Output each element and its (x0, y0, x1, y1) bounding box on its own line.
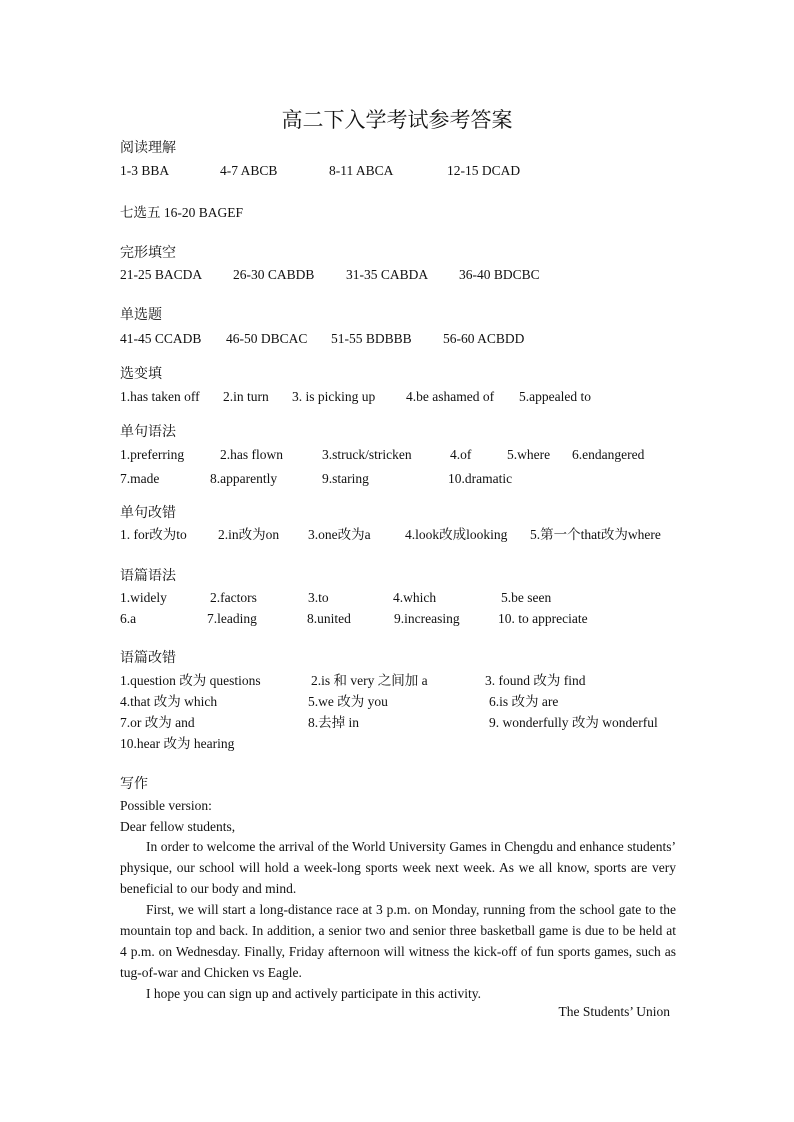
passage-correction-answer-8: 8.去掉 in (308, 715, 360, 730)
possible-version-label: Possible version: (120, 798, 212, 813)
fill-change-answer-2: 2.in turn (223, 389, 269, 404)
reading-answer-2: 4-7 ABCB (220, 163, 278, 178)
passage-correction-answer-3: 3. found 改为 find (485, 673, 586, 688)
sentence-correction-answer-1: 1. for改为to (120, 527, 187, 542)
passage-grammar-answer-7: 7.leading (207, 611, 257, 626)
passage-grammar-answer-8: 8.united (307, 611, 351, 626)
seven-choose-five: 七选五 16-20 BAGEF (120, 205, 244, 220)
single-choice-heading: 单选题 (120, 308, 162, 323)
reading-answer-4: 12-15 DCAD (447, 163, 521, 178)
fill-change-answer-5: 5.appealed to (519, 389, 591, 404)
passage-correction-answer-6: 6.is 改为 are (489, 694, 559, 709)
sentence-grammar-answer-4: 4.of (450, 447, 472, 462)
page-title: 高二下入学考试参考答案 (281, 108, 513, 132)
fill-change-answer-4: 4.be ashamed of (406, 389, 495, 404)
passage-grammar-heading: 语篇语法 (120, 569, 176, 584)
passage-correction-answer-5: 5.we 改为 you (308, 694, 388, 709)
cloze-answer-2: 26-30 CABDB (233, 267, 315, 282)
cloze-answer-4: 36-40 BDCBC (459, 267, 540, 282)
sentence-correction-answer-5: 5.第一个that改为where (530, 527, 661, 542)
single-choice-answer-4: 56-60 ACBDD (443, 331, 525, 346)
letter-paragraph-3: I hope you can sign up and actively participate in this activity. (146, 986, 482, 1001)
passage-correction-answer-10: 10.hear 改为 hearing (120, 736, 235, 751)
passage-grammar-answer-10: 10. to appreciate (498, 611, 588, 626)
passage-correction-answer-2: 2.is 和 very 之间加 a (311, 673, 428, 688)
fill-change-heading: 选变填 (120, 367, 162, 382)
sentence-grammar-heading: 单句语法 (120, 425, 176, 440)
passage-correction-heading: 语篇改错 (120, 651, 176, 666)
passage-correction-answer-4: 4.that 改为 which (120, 694, 218, 709)
sentence-correction-answer-3: 3.one改为a (308, 527, 371, 542)
reading-heading: 阅读理解 (120, 141, 176, 156)
sentence-grammar-answer-10: 10.dramatic (448, 471, 513, 486)
cloze-heading: 完形填空 (120, 246, 176, 261)
passage-correction-answer-7: 7.or 改为 and (120, 715, 195, 730)
sentence-grammar-answer-5: 5.where (507, 447, 551, 462)
single-choice-answer-2: 46-50 DBCAC (226, 331, 308, 346)
cloze-answer-1: 21-25 BACDA (120, 267, 203, 282)
sentence-grammar-answer-2: 2.has flown (220, 447, 283, 462)
passage-grammar-answer-2: 2.factors (210, 590, 257, 605)
single-choice-answer-1: 41-45 CCADB (120, 331, 202, 346)
letter-signature: The Students’ Union (558, 1004, 670, 1019)
passage-grammar-answer-5: 5.be seen (501, 590, 552, 605)
sentence-grammar-answer-3: 3.struck/stricken (322, 447, 412, 462)
sentence-grammar-answer-1: 1.preferring (120, 447, 185, 462)
reading-answer-1: 1-3 BBA (120, 163, 170, 178)
letter-paragraph-1: In order to welcome the arrival of the World University Games in Chengdu and enhance students’ physique, our school will hold a week-long sports week next week. As we all know, sports are very beneficial to our body and mind. (120, 839, 676, 896)
reading-answer-3: 8-11 ABCA (329, 163, 394, 178)
passage-grammar-answer-1: 1.widely (120, 590, 167, 605)
sentence-grammar-answer-8: 8.apparently (210, 471, 278, 486)
passage-grammar-answer-9: 9.increasing (394, 611, 460, 626)
single-choice-answer-3: 51-55 BDBBB (331, 331, 412, 346)
passage-grammar-answer-4: 4.which (393, 590, 437, 605)
passage-correction-answer-9: 9. wonderfully 改为 wonderful (489, 715, 658, 730)
sentence-grammar-answer-9: 9.staring (322, 471, 369, 486)
cloze-answer-3: 31-35 CABDA (346, 267, 429, 282)
fill-change-answer-3: 3. is picking up (292, 389, 376, 404)
passage-grammar-answer-6: 6.a (120, 611, 137, 626)
passage-correction-answer-1: 1.question 改为 questions (120, 673, 261, 688)
sentence-correction-answer-4: 4.look改成looking (405, 527, 508, 542)
writing-heading: 写作 (120, 777, 148, 792)
sentence-correction-heading: 单句改错 (120, 506, 176, 521)
sentence-grammar-answer-7: 7.made (120, 471, 160, 486)
passage-grammar-answer-3: 3.to (308, 590, 329, 605)
letter-paragraph-2: First, we will start a long-distance race at 3 p.m. on Monday, running from the school gate to the mountain top and back. In addition, a senior two and senior three basketball game is due to be held at 4 p.m. on Wednesday. Finally, Friday afternoon will witness the kick-off of fun sports games, such as tug-of-war and Chicken vs Eagle. (120, 902, 676, 980)
fill-change-answer-1: 1.has taken off (120, 389, 200, 404)
letter-greeting: Dear fellow students, (120, 819, 236, 834)
sentence-correction-answer-2: 2.in改为on (218, 527, 280, 542)
sentence-grammar-answer-6: 6.endangered (572, 447, 645, 462)
